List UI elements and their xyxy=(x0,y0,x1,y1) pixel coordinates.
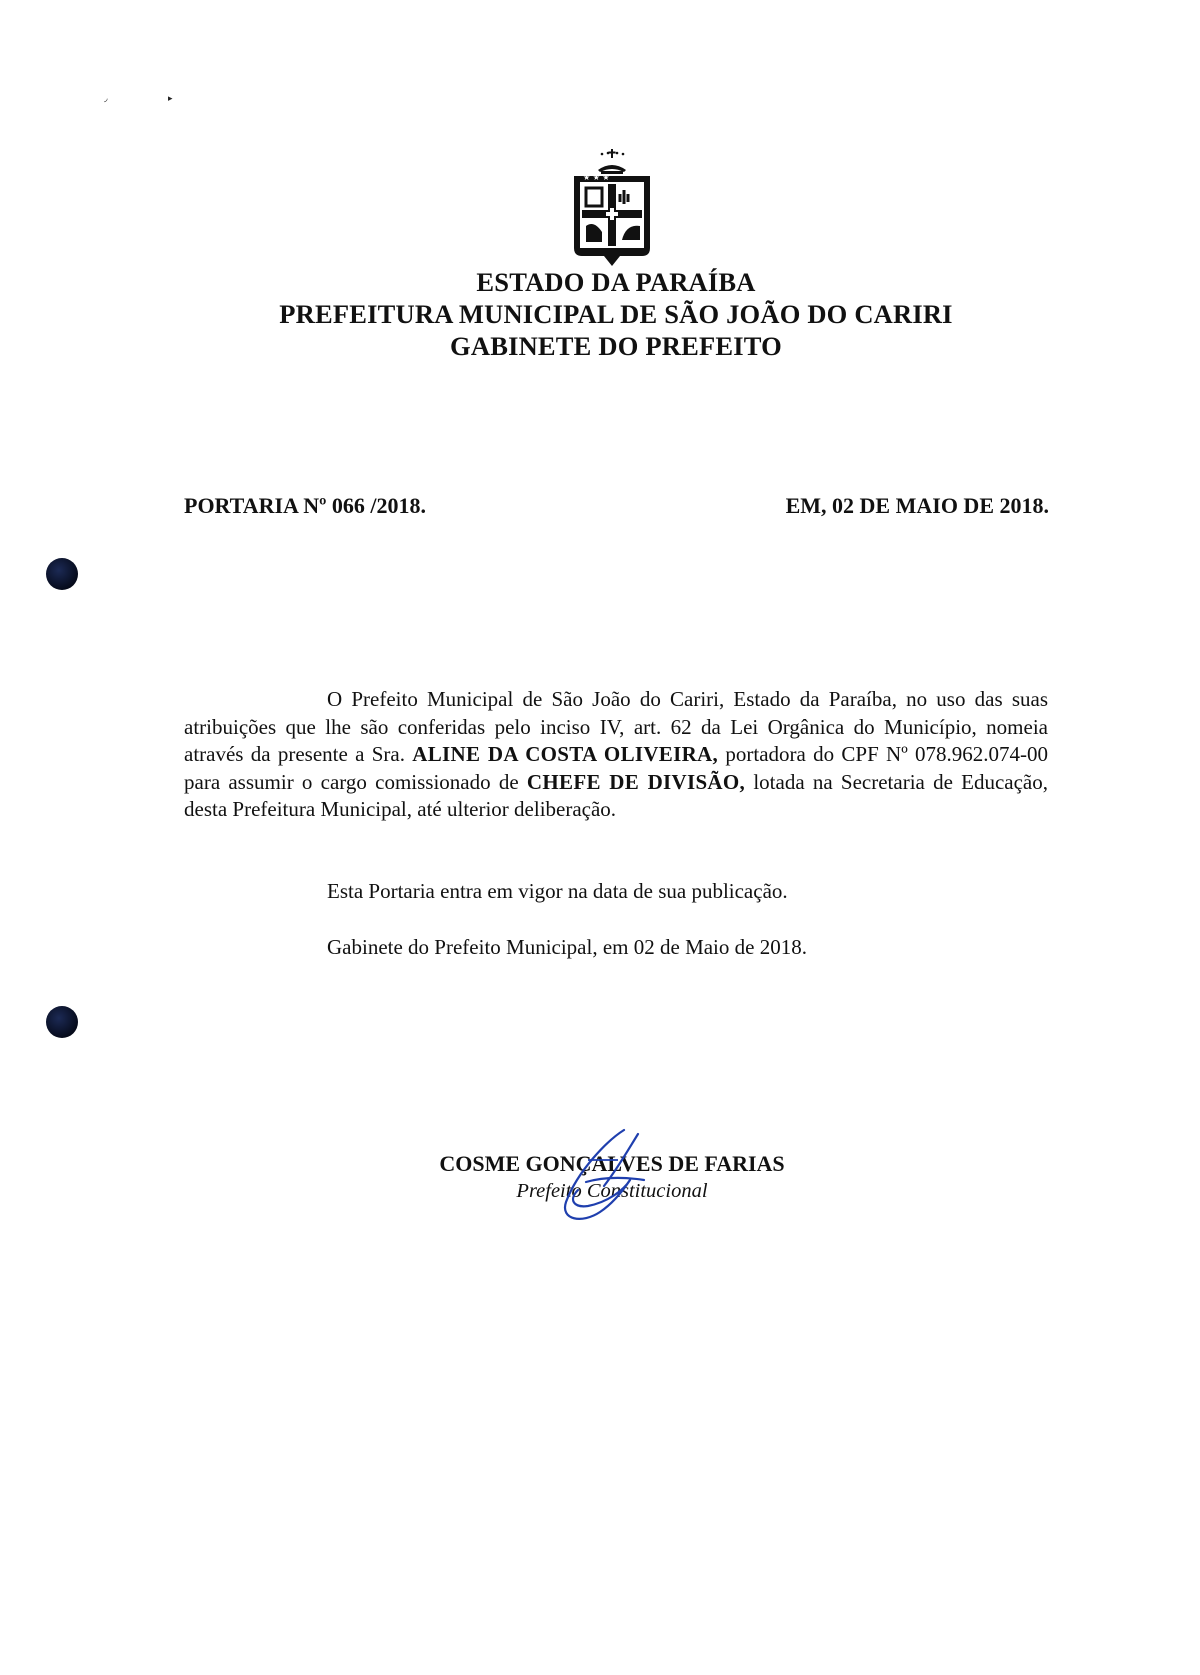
punch-hole-top xyxy=(46,558,78,590)
scan-speck: ◞ xyxy=(104,94,108,104)
punch-hole-bottom xyxy=(46,1006,78,1038)
document-header xyxy=(0,266,1200,362)
appointee-name: ALINE DA COSTA OLIVEIRA, xyxy=(412,742,719,767)
portaria-number: PORTARIA Nº 066 /2018. xyxy=(184,493,426,518)
svg-text:★ ★ ★: ★ ★ ★ xyxy=(583,173,610,182)
header-municipality: PREFEITURA MUNICIPAL DE SÃO JOÃO DO CARIRI xyxy=(279,299,953,329)
signer-name: COSME GONÇALVES DE FARIAS xyxy=(439,1151,785,1176)
issue-date: EM, 02 DE MAIO DE 2018. xyxy=(785,493,1049,518)
appointment-paragraph xyxy=(184,686,1048,824)
position-title: CHEFE DE DIVISÃO, xyxy=(526,769,746,794)
scan-speck: ▸ xyxy=(168,94,173,104)
signer-title: Prefeito Constitucional xyxy=(516,1180,708,1202)
header-office: GABINETE DO PREFEITO xyxy=(450,331,782,361)
body-intro-3: lotada na Secretaria de Educação, desta Prefeitura Municipal, até ulterior deliberação. xyxy=(184,769,1048,822)
closing-line: Gabinete do Prefeito Municipal, em 02 de Maio de 2018. xyxy=(327,935,807,959)
header-state: ESTADO DA PARAÍBA xyxy=(476,267,756,297)
effect-clause: Esta Portaria entra em vigor na data de sua publicação. xyxy=(327,879,788,903)
handwritten-signature xyxy=(548,1120,668,1230)
body-intro-1: O Prefeito Municipal de São João do Cariri, Estado da Paraíba, no uso das suas atribuições que lhe são conferidas pelo inciso IV, art. 62 da Lei Orgânica do Município, nomeia através da presente a Sra. xyxy=(184,687,1048,767)
municipal-coat-of-arms-icon xyxy=(562,148,662,268)
body-intro-2: portadora do CPF Nº 078.962.074-00 para assumir o cargo comissionado de xyxy=(184,742,1049,794)
